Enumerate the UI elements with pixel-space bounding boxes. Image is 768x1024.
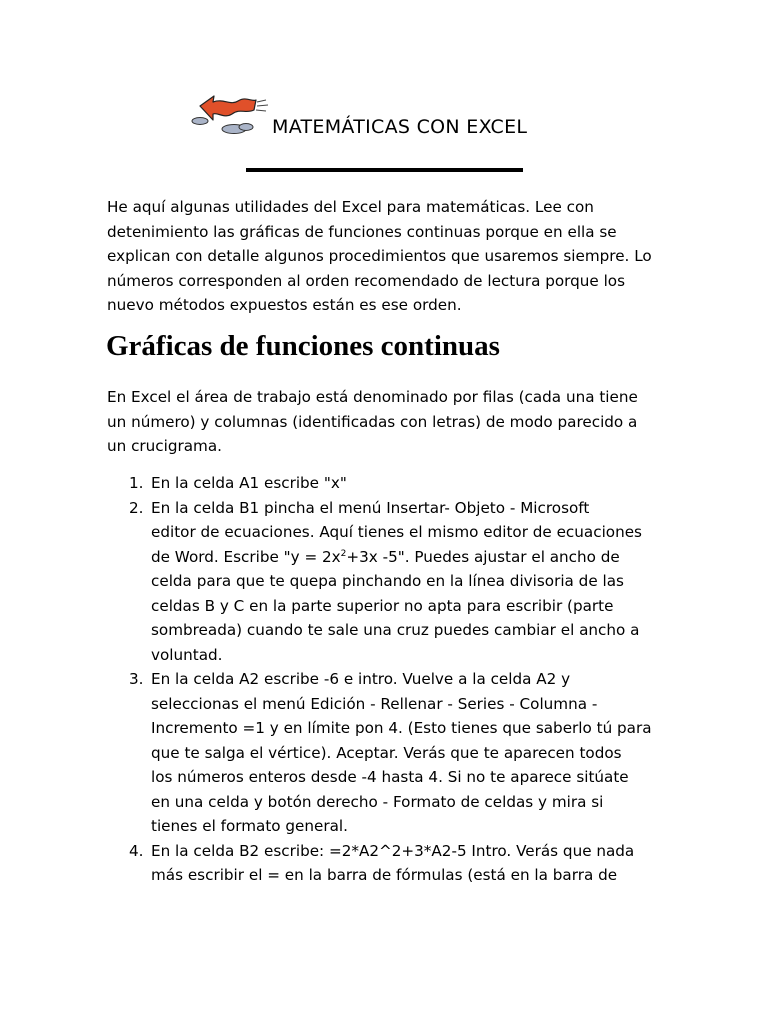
step-line: más escribir el = en la barra de fórmulas (está en la barra de — [151, 866, 618, 884]
equation-text-rest: +3x -5". Puedes ajustar el ancho de — [346, 547, 620, 566]
intro-line: detenimiento las gráficas de funciones continuas porque en ella se — [107, 222, 617, 241]
title-divider — [246, 168, 523, 172]
step-number: 3. — [129, 670, 144, 688]
section-heading: Gráficas de funciones continuas — [106, 330, 500, 362]
list-item — [107, 839, 667, 888]
step-number: 4. — [129, 841, 144, 860]
step-line: los números enteros desde -4 hasta 4. Si no te aparece sitúate — [151, 768, 629, 786]
winged-arrow-icon — [186, 92, 270, 138]
step-line: editor de ecuaciones. Aquí tienes el mismo editor de ecuaciones — [151, 523, 642, 541]
step-line: En la celda A1 escribe "x" — [151, 474, 347, 492]
intro-paragraph — [107, 195, 667, 318]
document-header — [186, 92, 586, 142]
intro-line: nuevo métodos expuestos están es ese orden. — [107, 296, 462, 314]
intro-line: números corresponden al orden recomendado de lectura porque los — [107, 271, 625, 290]
step-number: 1. — [129, 474, 144, 492]
step-line: En la celda A2 escribe -6 e intro. Vuelve a la celda A2 y — [151, 670, 571, 688]
paragraph-line: En Excel el área de trabajo está denominado por filas (cada una tiene — [107, 388, 638, 406]
step-number: 2. — [129, 498, 144, 517]
section-paragraph — [107, 385, 667, 459]
document-title: MATEMÁTICAS CON EXCEL — [272, 116, 528, 138]
step-line: celdas B y C en la parte superior no apta para escribir (parte — [151, 596, 614, 615]
equation-text: de Word. Escribe "y = 2x — [151, 547, 341, 566]
list-item — [107, 667, 667, 839]
step-line: que te salga el vértice). Aceptar. Verás que te aparecen todos — [151, 743, 622, 762]
steps-list — [107, 471, 667, 888]
step-line: Incremento =1 y en límite pon 4. (Esto tienes que saberlo tú para — [151, 719, 652, 737]
exponent: 2 — [340, 548, 347, 559]
list-item — [107, 496, 667, 668]
step-line — [151, 545, 667, 570]
paragraph-line: un crucigrama. — [107, 437, 222, 455]
intro-line: He aquí algunas utilidades del Excel para matemáticas. Lee con — [107, 198, 594, 216]
intro-line: explican con detalle algunos procedimientos que usaremos siempre. Lo — [107, 247, 652, 265]
step-line: voluntad. — [151, 645, 223, 664]
step-line: tienes el formato general. — [151, 817, 348, 835]
list-item — [107, 471, 667, 496]
step-line: En la celda B2 escribe: =2*A2^2+3*A2-5 Intro. Verás que nada — [151, 841, 635, 860]
paragraph-line: un número) y columnas (identificadas con letras) de modo parecido a — [107, 412, 638, 431]
step-line: sombreada) cuando te sale una cruz puedes cambiar el ancho a — [151, 621, 640, 639]
step-line: seleccionas el menú Edición - Rellenar - Series - Columna - — [151, 694, 598, 713]
step-line: celda para que te quepa pinchando en la línea divisoria de las — [151, 572, 624, 590]
step-line: en una celda y botón derecho - Formato de celdas y mira si — [151, 792, 604, 811]
step-line: En la celda B1 pincha el menú Insertar- Objeto - Microsoft — [151, 498, 590, 517]
